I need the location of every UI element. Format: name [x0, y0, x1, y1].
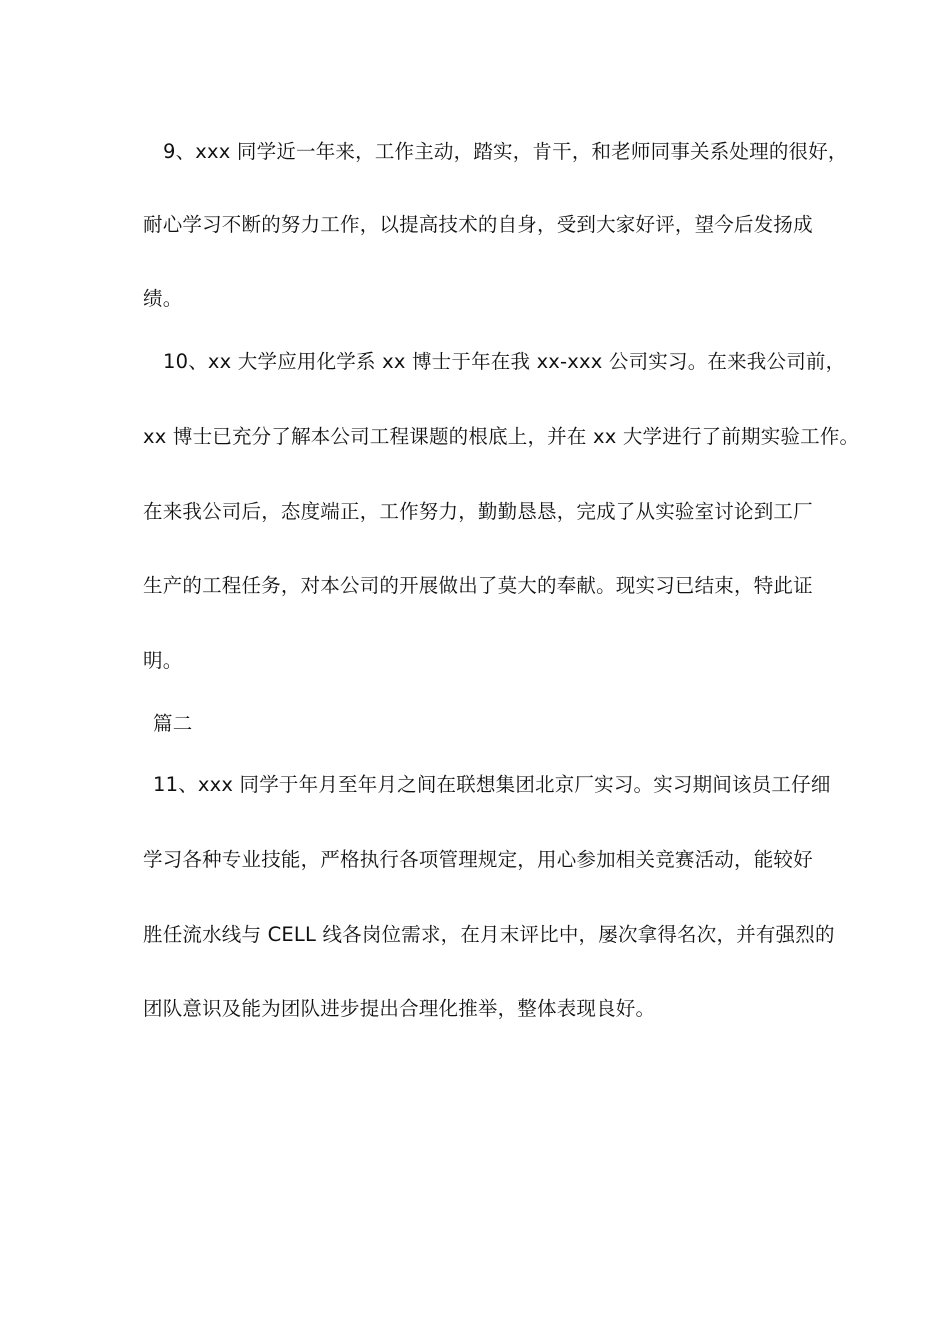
paragraph-10-line-1: 10、xx 大学应用化学系 xx 博士于年在我 xx-xxx 公司实习。在来我公司前， — [163, 350, 846, 373]
paragraph-9-line-3: 绩。 — [143, 287, 183, 310]
paragraph-10-line-3: 在来我公司后，态度端正，工作努力，勤勤恳恳，完成了从实验室讨论到工厂 — [143, 500, 813, 523]
paragraph-11-line-3: 胜任流水线与 CELL 线各岗位需求，在月末评比中，屡次拿得名次，并有强烈的 — [143, 923, 835, 946]
paragraph-11-line-4: 团队意识及能为团队进步提出合理化推举，整体表现良好。 — [143, 997, 656, 1020]
paragraph-10-line-4: 生产的工程任务，对本公司的开展做出了莫大的奉献。现实习已结束，特此证 — [143, 574, 813, 597]
section-heading: 篇二 — [153, 712, 193, 735]
paragraph-11-line-2: 学习各种专业技能，严格执行各项管理规定，用心参加相关竞赛活动，能较好 — [143, 848, 813, 871]
paragraph-10-line-2: xx 博士已充分了解本公司工程课题的根底上，并在 xx 大学进行了前期实验工作。 — [143, 425, 860, 448]
paragraph-9-line-1: 9、xxx 同学近一年来，工作主动，踏实，肯干，和老师同事关系处理的很好， — [163, 140, 848, 163]
paragraph-11-line-1: 11、xxx 同学于年月至年月之间在联想集团北京厂实习。实习期间该员工仔细 — [153, 773, 831, 796]
paragraph-9-line-2: 耐心学习不断的努力工作，以提高技术的自身，受到大家好评，望今后发扬成 — [143, 213, 813, 236]
paragraph-10-line-5: 明。 — [143, 649, 183, 672]
